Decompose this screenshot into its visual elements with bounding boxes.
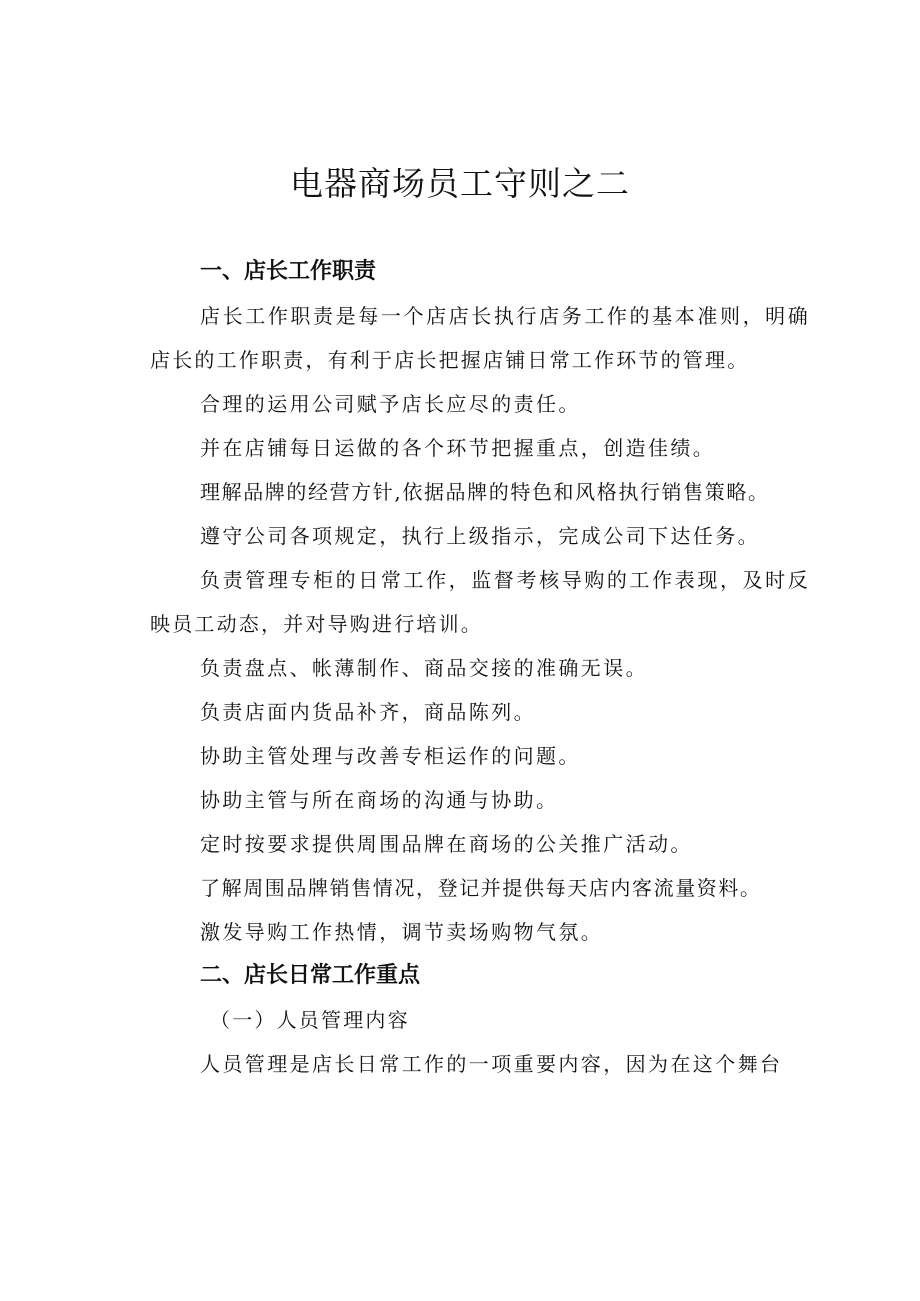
paragraph: 激发导购工作热情，调节卖场购物气氛。 — [200, 920, 604, 944]
paragraph: 了解周围品牌销售情况，登记并提供每天店内客流量资料。 — [200, 876, 762, 900]
section-heading: 二、店长日常工作重点 — [200, 963, 421, 988]
paragraph: 遵守公司各项规定，执行上级指示，完成公司下达任务。 — [200, 524, 760, 548]
paragraph: 店长工作职责是每一个店店长执行店务工作的基本准则，明确店长的工作职责，有利于店长把握店铺日常工作环节的管理。 — [150, 304, 810, 372]
paragraph: 并在店铺每日运做的各个环节把握重点，创造佳绩。 — [200, 436, 716, 460]
document-body — [150, 250, 810, 1086]
paragraph: 负责管理专柜的日常工作，监督考核导购的工作表现，及时反映员工动态，并对导购进行培训。 — [150, 568, 810, 636]
paragraph: 定时按要求提供周围品牌在商场的公关推广活动。 — [200, 832, 693, 856]
paragraph: 人员管理是店长日常工作的一项重要内容，因为在这个舞台 — [200, 1052, 783, 1076]
section-heading: 一、店长工作职责 — [200, 259, 377, 284]
document-title: 电器商场员工守则之二 — [290, 164, 630, 203]
paragraph: 协助主管处理与改善专柜运作的问题。 — [200, 744, 581, 768]
paragraph: 理解品牌的经营方针,依据品牌的特色和风格执行销售策略。 — [200, 480, 770, 504]
paragraph: 负责盘点、帐薄制作、商品交接的准确无误。 — [200, 656, 648, 680]
paragraph: 协助主管与所在商场的沟通与协助。 — [200, 788, 559, 812]
subsection-heading: （一）人员管理内容 — [210, 1008, 410, 1032]
paragraph: 负责店面内货品补齐，商品陈列。 — [200, 700, 536, 724]
paragraph: 合理的运用公司赋予店长应尽的责任。 — [200, 392, 581, 416]
